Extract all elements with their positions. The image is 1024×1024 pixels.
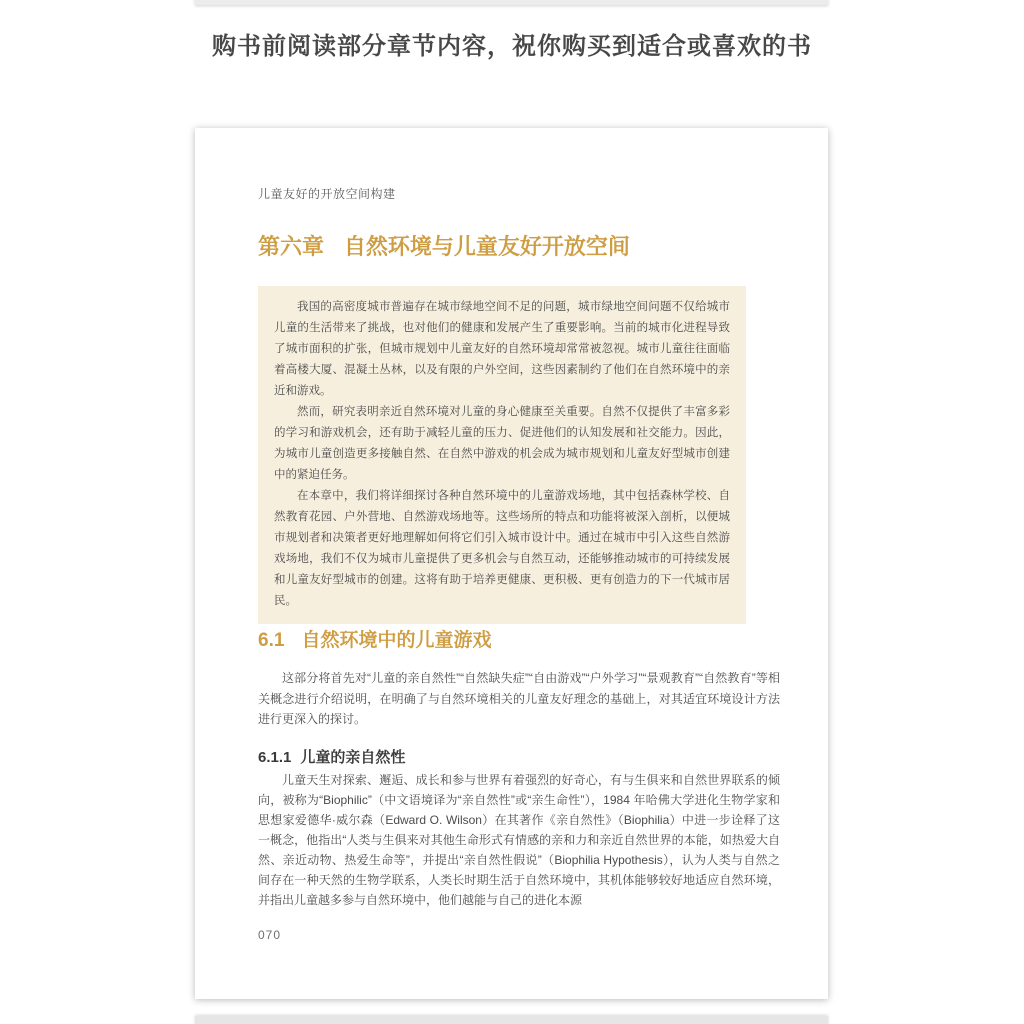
next-page-edge [195, 1016, 828, 1024]
intro-paragraph-1: 我国的高密度城市普遍存在城市绿地空间不足的问题，城市绿地空间问题不仅给城市儿童的生活带来了挑战，也对他们的健康和发展产生了重要影响。当前的城市化进程导致了城市面积的扩张，但城市规划中儿童友好的自然环境却常常被忽视。城市儿童往往面临着高楼大厦、混凝土丛林，以及有限的户外空间，这些因素制约了他们在自然环境中的亲近和游戏。 [274, 301, 730, 397]
chapter-title: 自然环境与儿童友好开放空间 [343, 234, 630, 259]
running-head: 儿童友好的开放空间构建 [258, 187, 396, 201]
section-title: 自然环境中的儿童游戏 [301, 630, 492, 651]
chapter-heading [258, 230, 630, 261]
page-number: 070 [258, 928, 282, 942]
subsection-number: 6.1.1 [258, 749, 292, 766]
subsection-title: 儿童的亲自然性 [300, 749, 406, 766]
section-heading [258, 625, 492, 652]
subsection-paragraph: 儿童天生对探索、邂逅、成长和参与世界有着强烈的好奇心，有与生俱来和自然世界联系的倾向，被称为“Biophilic”（中文语境译为“亲自然性”或“亲生命性”），1984 年哈佛大学进化生物学家和思想家爱德华·威尔森（Edward O. Wilson）在其著作《亲自然性》（Biophilia）中进一步诠释了这一概念，他指出“人类与生俱来对其他生命形式有情感的亲和力和亲近自然世界的本能，如热爱大自然、亲近动物、热爱生命等”，并提出“亲自然性假说”（Biophilia Hypothesis），认为人类与自然之间存在一种天然的生物学联系，人类长时期生活于自然环境中，其机体能够较好地适应自然环境，并指出儿童越多参与自然环境中，他们越能与自己的进化本源 [258, 773, 780, 907]
subsection-heading [258, 746, 405, 767]
book-page [195, 128, 828, 999]
chapter-number: 第六章 [258, 234, 325, 259]
section-number: 6.1 [258, 630, 285, 651]
preview-banner-title: 购书前阅读部分章节内容，祝你购买到适合或喜欢的书 [212, 33, 812, 60]
intro-paragraph-2: 然而，研究表明亲近自然环境对儿童的身心健康至关重要。自然不仅提供了丰富多彩的学习和游戏机会，还有助于减轻儿童的压力、促进他们的认知发展和社交能力。因此，为城市儿童创造更多接触自然、在自然中游戏的机会成为城市规划和儿童友好型城市创建中的紧迫任务。 [274, 406, 730, 481]
intro-paragraph-3: 在本章中，我们将详细探讨各种自然环境中的儿童游戏场地，其中包括森林学校、自然教育花园、户外营地、自然游戏场地等。这些场所的特点和功能将被深入剖析，以便城市规划者和决策者更好地理解如何将它们引入城市设计中。通过在城市中引入这些自然游戏场地，我们不仅为城市儿童提供了更多机会与自然互动，还能够推动城市的可持续发展和儿童友好型城市的创建。这将有助于培养更健康、更积极、更有创造力的下一代城市居民。 [274, 490, 730, 607]
previous-page-edge [195, 0, 828, 5]
section-paragraph: 这部分将首先对“儿童的亲自然性”“自然缺失症”“自由游戏”“户外学习”“景观教育”“自然教育”等相关概念进行介绍说明，在明确了与自然环境相关的儿童友好理念的基础上，对其适宜环境设计方法进行更深入的探讨。 [258, 671, 780, 726]
intro-highlight-box [258, 286, 746, 624]
